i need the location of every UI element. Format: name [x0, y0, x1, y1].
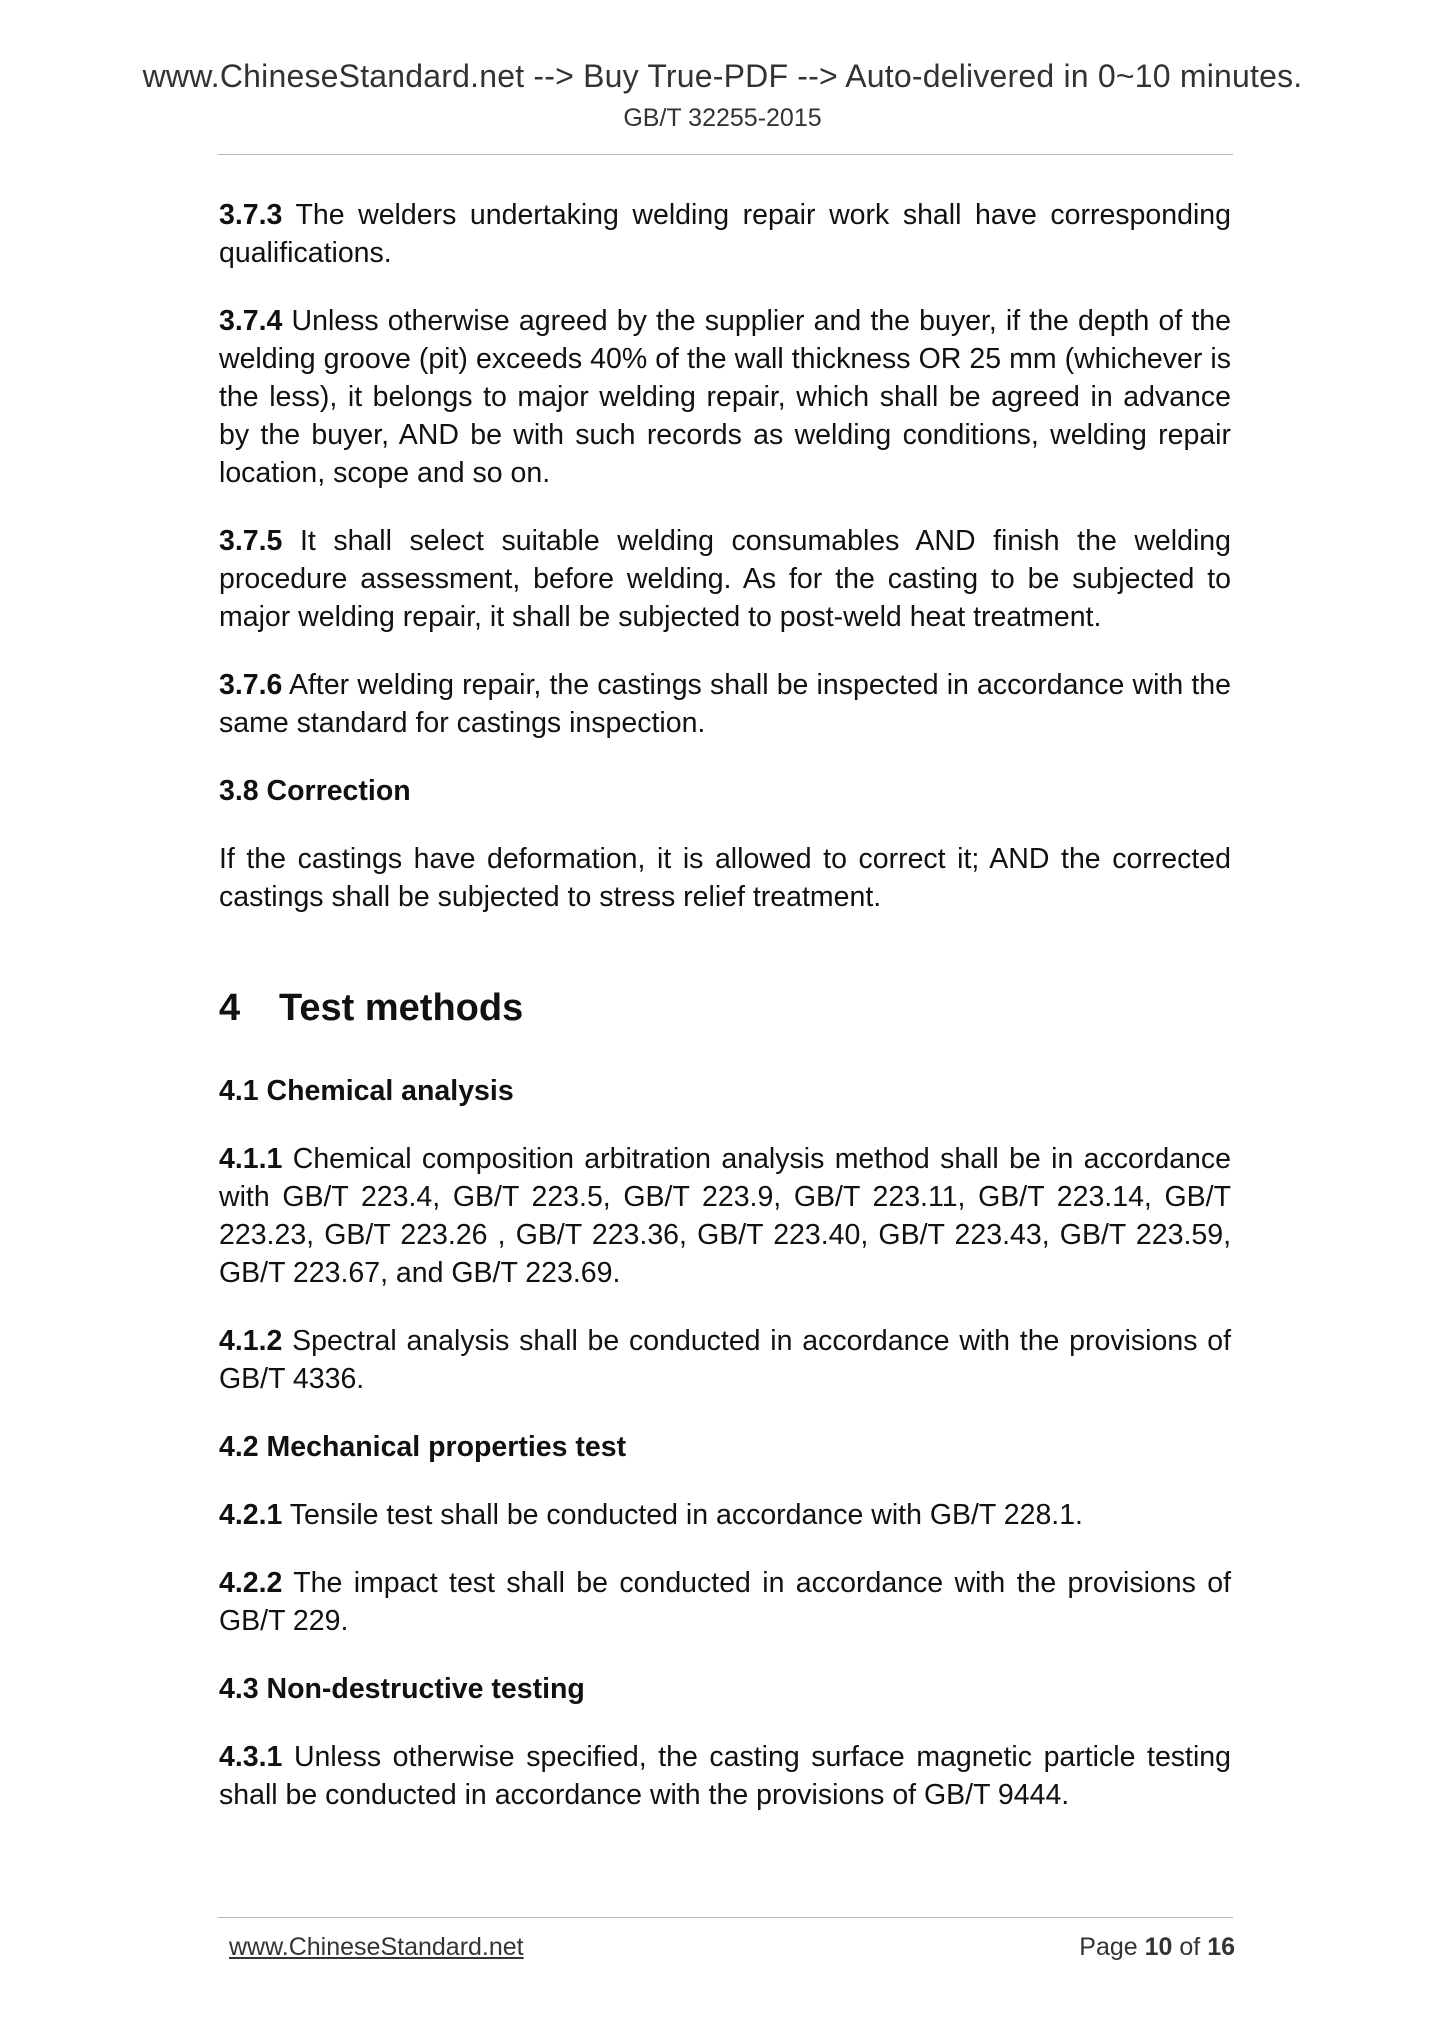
- clause-number: 3.7.3: [219, 199, 283, 231]
- page-number: [1079, 1933, 1235, 1962]
- section-heading-4: [219, 986, 1231, 1030]
- clause-text: Unless otherwise specified, the casting surface magnetic particle testing shall be conducted in accordance with the provisions of GB/T 9444.: [219, 1741, 1231, 1811]
- clause-4-3-1: [219, 1738, 1231, 1814]
- clause-number: 3.7.5: [219, 525, 283, 557]
- document-body: [219, 196, 1231, 1844]
- footer-divider: [218, 1917, 1233, 1918]
- clause-number: 3.7.4: [219, 305, 283, 337]
- header-banner: www.ChineseStandard.net --> Buy True-PDF --> Auto-delivered in 0~10 minutes.: [142, 58, 1303, 94]
- clause-number: 4.2.1: [219, 1499, 283, 1531]
- clause-text: Unless otherwise agreed by the supplier and the buyer, if the depth of the welding groove (pit) exceeds 40% of the wall thickness OR 25 mm (whichever is the less), it belongs to major welding repair, which shall be agreed in advance by the buyer, AND be with such records as welding conditions, welding repair location, scope and so on.: [219, 305, 1231, 489]
- clause-3-7-6: [219, 666, 1231, 742]
- heading-3-8: 3.8 Correction: [219, 775, 411, 807]
- page-label: Page: [1079, 1933, 1145, 1961]
- clause-number: 4.3.1: [219, 1741, 283, 1773]
- clause-3-7-3: [219, 196, 1231, 272]
- clause-text: The welders undertaking welding repair work shall have corresponding qualifications.: [219, 199, 1231, 269]
- heading-4-3: 4.3 Non-destructive testing: [219, 1673, 585, 1705]
- standard-code: GB/T 32255-2015: [623, 104, 822, 132]
- clause-3-7-4: [219, 302, 1231, 492]
- page-current: 10: [1144, 1933, 1173, 1961]
- clause-4-1-1: [219, 1140, 1231, 1292]
- clause-text: It shall select suitable welding consumables AND finish the welding procedure assessment, before welding. As for the casting to be subjected to major welding repair, it shall be subjected to post-weld heat treatment.: [219, 525, 1231, 633]
- clause-text: Spectral analysis shall be conducted in accordance with the provisions of GB/T 4336.: [219, 1325, 1231, 1395]
- page-total: 16: [1207, 1933, 1235, 1961]
- clause-number: 4.1.2: [219, 1325, 283, 1357]
- page-of-label: of: [1172, 1933, 1208, 1961]
- heading-4-2: 4.2 Mechanical properties test: [219, 1431, 627, 1463]
- clause-number: 4.1.1: [219, 1143, 283, 1175]
- clause-4-1-2: [219, 1322, 1231, 1398]
- clause-text: Chemical composition arbitration analysis method shall be in accordance with GB/T 223.4, GB/T 223.5, GB/T 223.9, GB/T 223.11, GB/T 223.14, GB/T 223.23, GB/T 223.26 , GB/T 223.36, GB/T 223.40, GB/T 223.43, GB/T 223.59, GB/T 223.67, and GB/T 223.69.: [219, 1143, 1231, 1289]
- header-divider: [218, 154, 1233, 155]
- clause-text: The impact test shall be conducted in accordance with the provisions of GB/T 229.: [219, 1567, 1231, 1637]
- clause-number: 3.7.6: [219, 669, 283, 701]
- clause-text: After welding repair, the castings shall be inspected in accordance with the same standard for castings inspection.: [219, 669, 1231, 739]
- page-footer: [229, 1933, 1235, 1962]
- section-number: 4: [219, 987, 241, 1029]
- clause-3-7-5: [219, 522, 1231, 636]
- clause-number: 4.2.2: [219, 1567, 283, 1599]
- section-title: Test methods: [279, 987, 524, 1029]
- footer-site-link[interactable]: www.ChineseStandard.net: [229, 1933, 524, 1961]
- clause-4-2-2: [219, 1564, 1231, 1640]
- clause-3-8-text: If the castings have deformation, it is allowed to correct it; AND the corrected castings shall be subjected to stress relief treatment.: [219, 843, 1231, 913]
- clause-4-2-1: [219, 1496, 1231, 1534]
- heading-4-1: 4.1 Chemical analysis: [219, 1075, 514, 1107]
- clause-text: Tensile test shall be conducted in accordance with GB/T 228.1.: [282, 1499, 1083, 1531]
